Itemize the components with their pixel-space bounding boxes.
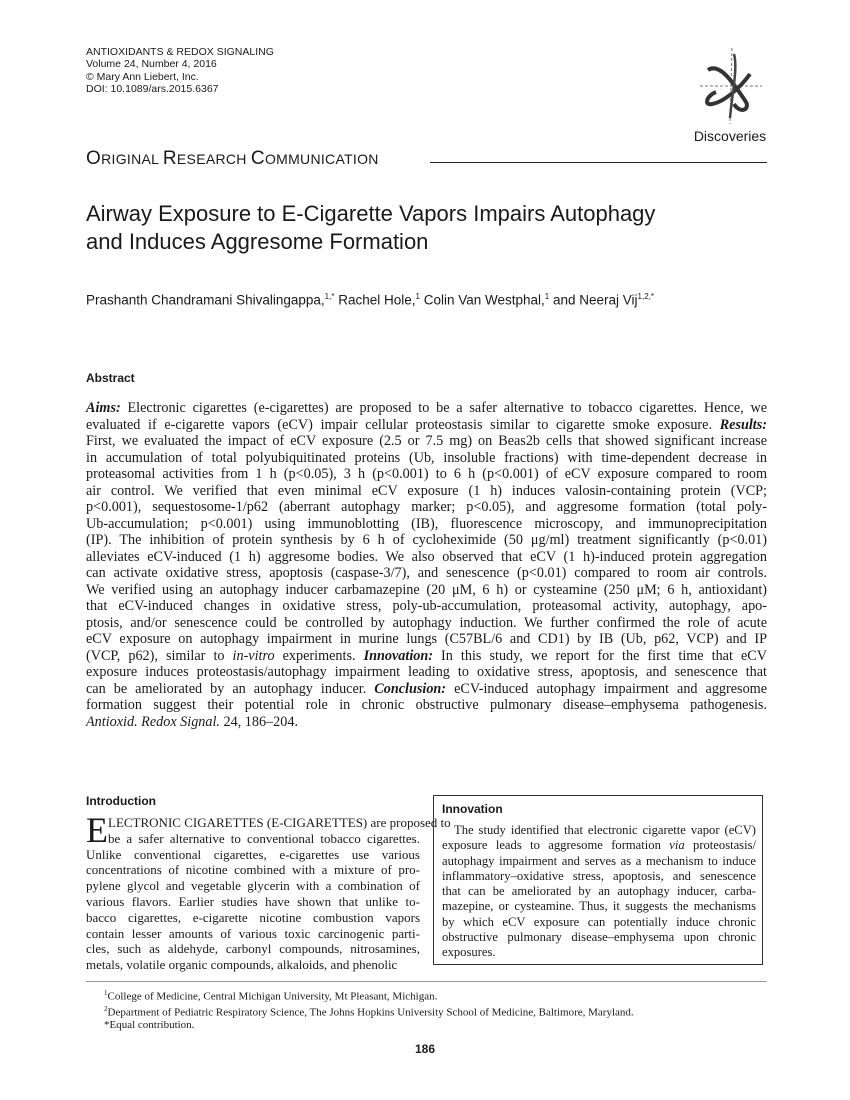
- text-run: ptosis, and/or senescence could be controlled by autophagy induction. We further confirmed the role of acute: [86, 614, 767, 631]
- innovation-body: [442, 823, 756, 961]
- logo-label: Discoveries: [693, 128, 767, 144]
- text-line: [86, 450, 767, 467]
- subsection-label: Innovation:: [363, 647, 433, 664]
- footnote-rule: [86, 981, 767, 982]
- text-line: [86, 466, 767, 483]
- text-run: proteasomal activities from 1 h (p<0.05), 3 h (p<0.001) to 6 h (p<0.001) of eCV exposure compared to room: [86, 466, 767, 482]
- journal-name: ANTIOXIDANTS & REDOX SIGNALING: [86, 46, 274, 58]
- text-run: obstructive pulmonary disease–emphysema upon chronic: [442, 930, 756, 945]
- text-line: [86, 847, 420, 863]
- text-run: p<0.001), sequestosome-1/p62 (aberrant autophagy marker; p<0.05), and aggresome formation (total poly-: [86, 499, 767, 515]
- text-run: concentrations of nicotine combined with a mixture of pro-: [86, 862, 420, 878]
- text-run: inflammatory–oxidative stress, apoptosis, and senescence: [442, 868, 756, 883]
- text-run: autophagy impairment and serves as a mechanism to induce: [442, 853, 756, 868]
- author-affiliation: 1,*: [324, 292, 335, 301]
- text-run: evaluated if e-cigarette vapors (eCV) impair cellular proteostasis similar to cigarette smoke exposure.: [86, 416, 720, 433]
- text-run: pylene glycol and vegetable glycerin with a combination of: [86, 878, 420, 894]
- text-run: mazepine, or cysteamine. Thus, it suggests the mechanisms: [442, 899, 756, 914]
- text-line: [86, 862, 420, 878]
- text-run: In this study, we report for the first time that eCV: [432, 647, 767, 664]
- text-line: [86, 957, 420, 973]
- footnote-text: Equal contribution.: [109, 1019, 195, 1032]
- text-run: proteostasis/: [684, 838, 756, 853]
- section-rest: RIGINAL: [101, 151, 163, 167]
- section-cap: C: [250, 148, 265, 169]
- text-line: [86, 815, 451, 831]
- text-line: [86, 532, 767, 549]
- section-cap: O: [86, 148, 102, 169]
- text-run: cles, such as aldehyde, carbonyl compounds, nitrosamines,: [86, 941, 420, 957]
- introduction-body: [86, 815, 451, 973]
- footnote-mark: 2: [104, 1005, 108, 1014]
- text-run: LECTRONIC CIGARETTES (E-CIGARETTES): [108, 815, 368, 830]
- innovation-heading: Innovation: [442, 802, 503, 816]
- text-run: be a safer alternative to conventional tobacco cigarettes.: [108, 830, 420, 846]
- text-run: formation suggest their potential role in chronic obstructive pulmonary disease–emphysema pathogenesis.: [86, 697, 767, 713]
- text-run: (IP). The inhibition of protein synthesis by 6 h of cycloheximide (50 μg/ml) treatment significantly (p<0.01): [86, 532, 767, 548]
- text-line: [86, 549, 767, 566]
- text-line: [86, 565, 767, 582]
- text-run: in-vitro: [232, 647, 275, 664]
- footnotes: [104, 987, 634, 1032]
- text-run: can activate oxidative stress, apoptosis (caspase-3/7), and senescence (p<0.01) compared to room air controls.: [86, 565, 767, 581]
- text-run: Antioxid. Redox Signal.: [86, 713, 220, 730]
- journal-copyright: © Mary Ann Liebert, Inc.: [86, 70, 199, 83]
- text-line: [86, 400, 767, 417]
- text-line: [86, 648, 767, 665]
- text-run: exposure leads to aggresome formation: [442, 838, 670, 853]
- author-list: [86, 292, 654, 308]
- text-line: [86, 681, 767, 698]
- text-line: [86, 582, 767, 599]
- text-run: eCV exposure on autophagy impairment in murine lungs (C57BL/6 and CD1) by IB (Ub, p62, VCP) and IP: [86, 631, 767, 647]
- text-line: [86, 910, 420, 926]
- text-run: various flavors. Earlier studies have shown that unlike to-: [86, 893, 420, 909]
- text-run: that eCV-induced changes in oxidative stress, poly-ub-accumulation, proteasomal activity, autophagy, apo-: [86, 598, 767, 614]
- abstract-heading: Abstract: [86, 371, 135, 385]
- innovation-box: [433, 795, 763, 965]
- text-line: [86, 664, 767, 681]
- author-name: and Neeraj Vij: [549, 292, 638, 308]
- subsection-label: Results:: [719, 416, 767, 433]
- text-line: [442, 823, 756, 838]
- title-line: Airway Exposure to E-Cigarette Vapors Impairs Autophagy: [86, 201, 656, 226]
- footnote: [104, 1003, 634, 1019]
- text-run: exposure induces proteostasis/autophagy impairment leading to oxidative stress, apoptosis, and senescence that: [86, 664, 767, 680]
- text-run: contain lesser amounts of various toxic carcinogenic parti-: [86, 925, 420, 941]
- text-line: [442, 884, 756, 899]
- text-line: [86, 615, 767, 632]
- footnote-text: Department of Pediatric Respiratory Science, The Johns Hopkins University School of Medicine, Baltimore, Maryland.: [107, 1006, 634, 1019]
- text-line: [86, 598, 767, 615]
- author-name: Colin Van Westphal,: [419, 292, 545, 308]
- footnote-mark: *: [104, 1019, 110, 1032]
- text-run: The study identified that electronic cigarette vapor (eCV): [454, 823, 756, 837]
- text-line: [442, 838, 756, 853]
- text-line: [442, 869, 756, 884]
- text-run: eCV-induced autophagy impairment and aggresome: [446, 680, 767, 697]
- text-line: [86, 697, 767, 714]
- text-run: air control. We verified that even minimal eCV exposure (1 h) induces valosin-containing protein (VCP;: [86, 482, 767, 499]
- text-run: (VCP, p62), similar to: [86, 647, 233, 664]
- atom-logo-icon: [690, 44, 770, 128]
- footnote: [104, 987, 634, 1003]
- text-run: alleviates eCV-induced (1 h) aggresome bodies. We also observed that eCV (1 h)-induced protein aggregation: [86, 548, 767, 565]
- text-run: via: [669, 838, 685, 853]
- footnote: [104, 1019, 634, 1032]
- text-run: First, we evaluated the impact of eCV exposure (2.5 or 7.5 mg) on Beas2b cells that showed significant increase: [86, 433, 767, 449]
- section-rule: [430, 162, 767, 163]
- text-run: bacco cigarettes, e-cigarette nicotine combustion vapors: [86, 909, 420, 925]
- text-line: [86, 878, 420, 894]
- journal-doi: DOI: 10.1089/ars.2015.6367: [86, 82, 219, 95]
- section-rest: OMMUNICATION: [264, 151, 379, 167]
- text-line: [86, 894, 420, 910]
- text-run: Ub-accumulation; p<0.001) using immunoblotting (IB), fluorescence microscopy, and immunoprecipitation: [86, 515, 767, 532]
- text-line: [442, 915, 756, 930]
- section-cap: R: [162, 148, 177, 169]
- text-line: [442, 945, 756, 960]
- text-line: [86, 433, 767, 450]
- discoveries-logo: [690, 44, 770, 148]
- text-line: [86, 714, 767, 731]
- text-run: in accumulation of total polyubiquitinated proteins (Ub, insoluble fractions) with time-dependent decrease in: [86, 449, 767, 466]
- text-line: [86, 926, 420, 942]
- text-line: [86, 941, 420, 957]
- article-title: [86, 200, 786, 256]
- footnote-text: College of Medicine, Central Michigan University, Mt Pleasant, Michigan.: [107, 990, 438, 1003]
- text-line: [86, 831, 420, 847]
- text-run: are proposed to: [367, 815, 451, 830]
- drop-cap: E: [86, 810, 108, 850]
- text-run: We verified using an autophagy inducer carbamazepine (20 μM, 6 h) or cysteamine (250 μM; 6 h, antioxidant): [86, 581, 767, 598]
- text-line: [442, 899, 756, 914]
- author-name: Rachel Hole,: [334, 292, 416, 308]
- text-run: 24, 186–204.: [219, 713, 298, 730]
- text-run: exposures.: [442, 945, 496, 960]
- text-line: [442, 930, 756, 945]
- text-run: Unlike conventional cigarettes, e-cigarettes use various: [86, 846, 420, 862]
- author-affiliation: 1: [544, 292, 550, 301]
- section-label: [86, 148, 379, 170]
- text-run: can be ameliorated by an autophagy inducer.: [86, 680, 375, 697]
- subsection-label: Conclusion:: [374, 680, 447, 697]
- abstract-body: [86, 400, 767, 730]
- text-line: [86, 499, 767, 516]
- text-run: experiments.: [274, 647, 364, 664]
- text-line: [442, 854, 756, 869]
- text-run: Electronic cigarettes (e-cigarettes) are proposed to be a safer alternative to tobacco cigarettes. Hence, we: [120, 400, 767, 416]
- introduction-heading: Introduction: [86, 794, 156, 808]
- journal-volume: Volume 24, Number 4, 2016: [86, 58, 217, 71]
- footnote-mark: 1: [104, 989, 108, 997]
- page-number: 186: [414, 1042, 436, 1056]
- text-run: metals, volatile organic compounds, alkaloids, and phenolic: [86, 957, 398, 973]
- text-line: [86, 516, 767, 533]
- title-line: and Induces Aggresome Formation: [86, 229, 429, 254]
- subsection-label: Aims:: [86, 400, 121, 416]
- author-name: Prashanth Chandramani Shivalingappa,: [86, 292, 325, 308]
- section-rest: ESEARCH: [176, 151, 251, 167]
- text-line: [86, 417, 767, 434]
- text-run: that can be ameliorated by an autophagy inducer, carba-: [442, 884, 756, 899]
- text-line: [86, 483, 767, 500]
- author-affiliation: 1,2,*: [637, 292, 655, 301]
- journal-info: [86, 46, 274, 95]
- author-affiliation: 1: [415, 292, 420, 301]
- text-line: [86, 631, 767, 648]
- text-run: by which eCV exposure can potentially induce chronic: [442, 914, 756, 929]
